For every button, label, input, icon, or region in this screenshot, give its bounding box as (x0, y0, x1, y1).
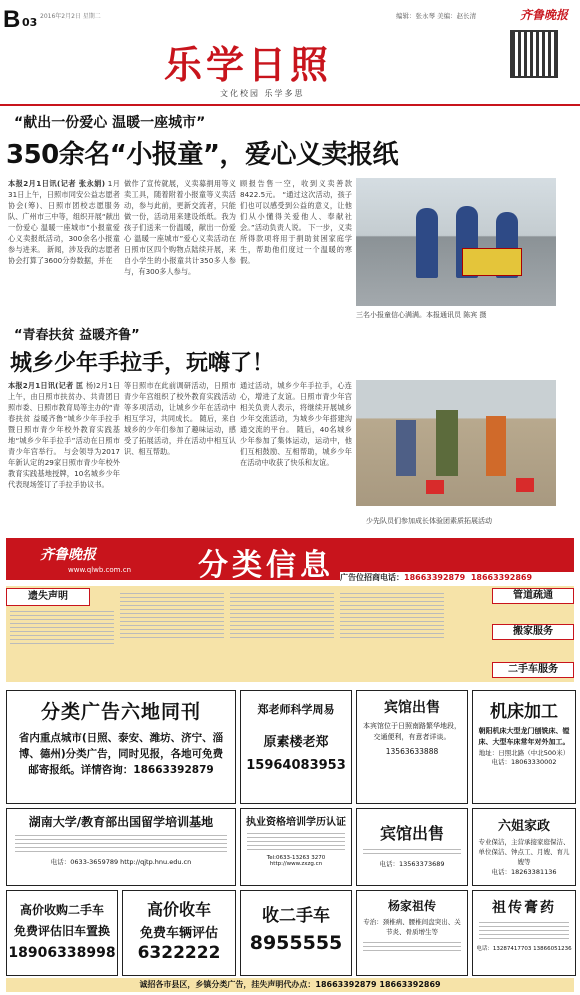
ad-body-lines (473, 917, 575, 944)
editor-line: 编辑：张永琴 美编：赵长清 (396, 12, 477, 20)
photo-caption: 三名小报童信心满满。本报通讯员 陈宾 摄 (356, 311, 487, 319)
ad-zhouyi (240, 690, 352, 804)
article-body-col2 (124, 380, 236, 530)
ad-phone: 电话：0633-3659789 http://qjtp.hnu.edu.cn (50, 858, 192, 866)
photo-bucket (426, 480, 444, 494)
article-headline: 城乡少年手拉手，玩嗨了！ (10, 351, 275, 376)
article-text: 通过活动，城乡少年手拉手，心连心，增进了友谊。日照市青少年宫相关负责人表示，将继续开展城乡少年交流活动，为城乡少年搭建沟通交流的平台。 随后，40名城乡少年参加了集体运动，运动中，他们互相鼓励、互相帮助，城乡少年在活动中收获了快乐和友谊。 (240, 381, 352, 467)
ad-title: 高价收车 (146, 900, 211, 919)
ad-hotel-sale (356, 690, 468, 804)
article-body-col1 (8, 178, 120, 312)
ad-body: 本宾馆位于日照南路繁华地段，交通便利，有意者详谈。 (363, 722, 461, 741)
article-byline: 本报2月1日讯(记者 张永娟) (8, 179, 106, 188)
top-rule (0, 104, 580, 106)
ad-body: 省内重点城市(日照、泰安、潍坊、济宁、淄博、德州)分类广告，同时见报，各地可免费邮寄报纸。详情咨询：18663392879 (18, 732, 224, 776)
ad-housekeeping (472, 808, 576, 886)
ad-title: 六姐家政 (497, 819, 550, 834)
ad-phone: 15964083953 (246, 758, 346, 773)
ad-body: 朝阳机床大型龙门刨铣床、镗床、大型车床常年对外加工。 (478, 727, 570, 746)
category-label: 遗失声明 (28, 591, 68, 602)
category-pipe (492, 588, 574, 604)
article-body-col2 (124, 178, 236, 312)
ad-qualification (240, 808, 352, 886)
ad-title: 高价收购二手车 (19, 903, 104, 917)
ad-phone: 电话：13563373689 (379, 860, 445, 868)
brand-text: 齐鲁晚报 (520, 8, 569, 22)
masthead (0, 0, 580, 108)
ad-phone: 8955555 (249, 932, 343, 954)
article-kicker: “献出一份爱心 温暖一座城市” (14, 115, 206, 131)
ad-car-buy (122, 890, 236, 976)
brand-logo (520, 6, 568, 23)
footer-text: 诚招各市县区，乡镇分类广告，挂失声明代办点：18663392879 18663392869 (139, 980, 441, 989)
masthead-title: 乐学日照 (164, 42, 333, 87)
ad-used-car-sell (240, 890, 352, 976)
photo-caption: 少先队员们参加成长体验团素质拓展活动 (366, 517, 492, 525)
ad-phone: Tel:0633-13263 3270 http://www.zxzg.cn (266, 855, 326, 867)
ad-phone: 电话：13287417703 13866051236 (476, 946, 572, 952)
ad-sub: 免费车辆评估 (139, 926, 218, 941)
ad-phone: 18906338998 (8, 945, 116, 961)
ad-six-cities (6, 690, 236, 804)
category-label: 管道疏通 (513, 590, 553, 601)
article-photo (356, 380, 556, 506)
category-moving (492, 624, 574, 640)
photo-figure (436, 410, 458, 476)
ad-machining (472, 690, 576, 804)
ad-hotel-sale-2 (356, 808, 468, 886)
ad-body-lines (7, 830, 235, 857)
category-label: 二手车服务 (508, 664, 558, 675)
ad-title: 祖传膏药 (492, 900, 556, 916)
photo-sign (462, 248, 522, 276)
ad-body-lines (357, 844, 467, 859)
banner-title: 分类信息 (198, 548, 334, 583)
listing-col (340, 590, 444, 641)
banner-url: www.qlwb.com.cn (68, 566, 131, 574)
article-text: 顾报告售一空，收到义卖善款8422.5元。 “通过这次活动，孩子们也可以感受到公益的意义，让他们从小懂得关爱他人、奉献社会。”活动负责人说。 下一步，义卖所得款项将用于捐助贫困家庭学生，帮助他们度过一个温暖的寒假。 (240, 179, 352, 265)
ad-plaster (472, 890, 576, 976)
page-number: 03 (22, 16, 38, 29)
photo-figure (486, 416, 506, 476)
category-label: 搬家服务 (513, 626, 553, 637)
article-byline: 本报2月1日讯(记者 匡 (8, 381, 84, 390)
ad-title: 执业资格培训学历认证 (246, 817, 346, 828)
ad-phone: 13563633888 (385, 747, 439, 756)
date-line: 2016年2月2日 星期二 (40, 13, 101, 20)
ad-title: 宾馆出售 (384, 700, 440, 716)
hotline-phone: 18663392879 (404, 573, 466, 582)
ad-used-car-buy (6, 890, 118, 976)
banner-brand: 齐鲁晚报 (40, 547, 96, 563)
listing-col (230, 590, 334, 641)
listing-col (10, 608, 114, 647)
ad-phone: 电话：18063330002 (491, 758, 557, 766)
article-body-col3 (240, 178, 352, 312)
ad-title: 分类广告六地同刊 (40, 701, 201, 723)
ad-name: 原素楼老郑 (263, 735, 329, 750)
qr-code (510, 30, 558, 78)
listing-col (120, 590, 224, 641)
article-body-col3 (240, 380, 352, 530)
ad-address: 地址：日照北路（中北500米） (478, 749, 570, 757)
article-body-col1 (8, 380, 120, 530)
article-text: 做作了宣传就展，义卖募捐用等义卖工具，随着附着小报童等义卖活动，参与此前，更新交流者，只能做一份，活动用来建设纸纸。我为孩子们送来一份温暖，献出一份爱心 温暖一座城市”爱心义卖活动在日照市区四个购物点陆续开展，来自小学生的小报童共计350多人参与，有300多人参与。 (124, 179, 236, 276)
hotline-bar (340, 572, 574, 586)
ad-body: 专业保洁，主营承接家庭保洁、单位保洁、钟点工、月嫂、育儿嫂等 (478, 838, 570, 866)
page-letter: B (3, 6, 21, 33)
article-headline: 350余名“小报童”，爱心义卖报纸 (6, 140, 398, 170)
ad-hunan-university (6, 808, 236, 886)
category-used-car (492, 662, 574, 678)
ad-phone: 6322222 (137, 943, 221, 963)
article-photo (356, 178, 556, 306)
article-text: 等日照市在此前调研活动，日照市青少年宫组织了校外教育实践活动等多项活动，让城乡少年在活动中相互学习，共同成长。 随后，来自城乡的少年们参加了趣味运动，感受了拓展活动，并在活动中相互认识、相互帮助。 (124, 381, 236, 456)
classified-listings (6, 654, 574, 682)
ad-title: 湖南大学/教育部出国留学培训基地 (28, 815, 214, 829)
ad-title: 收二手车 (262, 906, 330, 926)
article-text: 1月31日上午，日照市同安公益志愿者协会(筹)、日照市团校志愿服务队、广州市三中等，组织开展“献出一份爱心 温暖一座城市”小报童爱心义卖报纸活动，300余名小报童参与进来。 新闻，涉及我的志愿者协会打算了3600分券数据，并在 (8, 179, 120, 265)
photo-bucket (516, 478, 534, 492)
ad-body: 专治：颈椎病、腰椎间盘突出、关节炎、骨质增生等 (363, 918, 461, 936)
article-kicker: “青春扶贫 益暖齐鲁” (14, 328, 140, 343)
ad-body-lines (357, 937, 467, 956)
hotline-phone: 18663392869 (470, 573, 533, 582)
hotline-label: 广告位招商电话： (340, 573, 404, 582)
masthead-subtitle: 文化校园 乐学多思 (220, 89, 305, 98)
ad-yang-family (356, 890, 468, 976)
ad-body-lines (241, 828, 351, 855)
photo-figure (416, 208, 438, 278)
article-text: 杨)2月1日上午，由日照市扶贫办、共青团日照市委、日照市教育局等主办的“青春扶贫 益暖齐鲁”城乡少年手拉手暨日照市青少年校外教育实践基地“城乡少年手拉手”活动在日照市青少年宫举行。 与会领导为2017年新认定的29家日照市青少年校外教育实践基地授牌，10名城乡少年代表现场签订了手拉手协议书。 (8, 381, 120, 489)
ad-title: 郑老师科学周易 (257, 703, 335, 716)
photo-figure (396, 420, 416, 476)
ad-sub: 免费评估旧车置换 (13, 924, 110, 938)
ad-title: 宾馆出售 (379, 824, 444, 843)
category-lost (6, 588, 90, 606)
ad-title: 杨家祖传 (387, 899, 436, 913)
ad-title: 机床加工 (490, 702, 558, 722)
footer-bar (6, 978, 574, 992)
ad-phone: 电话：18263381136 (491, 868, 557, 876)
